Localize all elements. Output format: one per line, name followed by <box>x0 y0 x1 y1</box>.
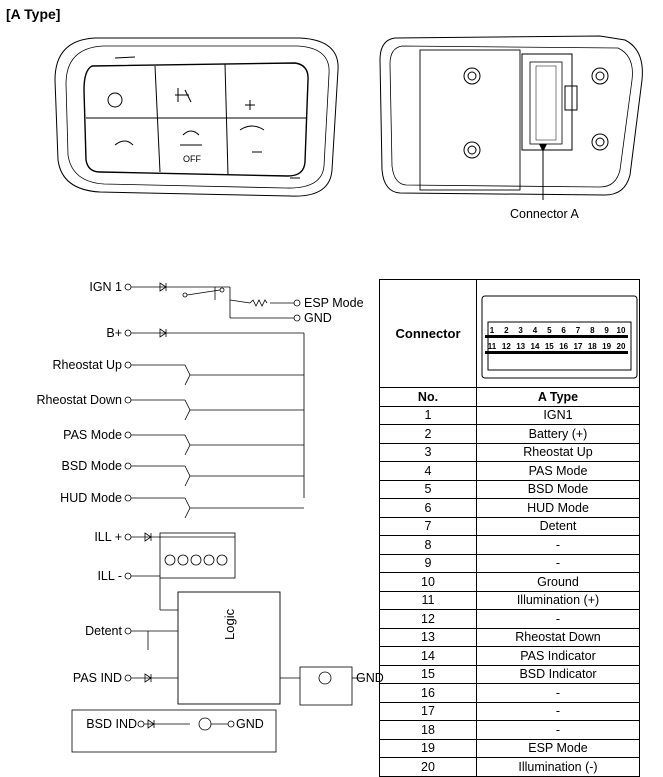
table-row <box>380 499 640 518</box>
pin-number: 20 <box>616 342 626 351</box>
pin-function-cell: - <box>477 684 640 703</box>
svg-text:OFF: OFF <box>183 154 201 164</box>
pin-no-cell: 12 <box>380 610 477 629</box>
pin-number: 16 <box>559 342 569 351</box>
bsd-mode-label: BSD Mode <box>61 459 122 473</box>
pin-no-cell: 10 <box>380 573 477 592</box>
pin-number: 17 <box>573 342 583 351</box>
pin-number: 15 <box>544 342 554 351</box>
pin-number: 4 <box>532 326 538 335</box>
pin-function-cell: HUD Mode <box>477 499 640 518</box>
pin-number: 18 <box>587 342 597 351</box>
table-row <box>380 665 640 684</box>
rheostat-down-label: Rheostat Down <box>36 393 122 407</box>
ill-plus-label: ILL + <box>94 530 122 544</box>
pin-function-cell: BSD Indicator <box>477 665 640 684</box>
table-row <box>380 721 640 740</box>
pin-number: 1 <box>489 326 495 335</box>
pin-function-cell: BSD Mode <box>477 480 640 499</box>
pin-number: 12 <box>501 342 511 351</box>
pin-no-cell: 13 <box>380 628 477 647</box>
hud-mode-label: HUD Mode <box>60 491 122 505</box>
pin-no-cell: 20 <box>380 758 477 777</box>
pin-row-top <box>485 326 628 338</box>
gnd-label-2: GND <box>356 671 384 685</box>
pin-function-cell: Illumination (+) <box>477 591 640 610</box>
connector-pin-grid <box>485 326 628 358</box>
page-title: [A Type] <box>6 6 61 22</box>
pin-no-cell: 9 <box>380 554 477 573</box>
pin-no-cell: 2 <box>380 425 477 444</box>
pin-number: 6 <box>561 326 566 335</box>
ill-minus-label: ILL - <box>97 569 122 583</box>
pin-no-cell: 7 <box>380 517 477 536</box>
col-no-header: No. <box>380 388 477 407</box>
pin-function-cell: ESP Mode <box>477 739 640 758</box>
pin-no-cell: 4 <box>380 462 477 481</box>
pin-number: 9 <box>604 326 609 335</box>
table-row <box>380 591 640 610</box>
pin-function-cell: Rheostat Down <box>477 628 640 647</box>
pin-no-cell: 15 <box>380 665 477 684</box>
table-row <box>380 425 640 444</box>
pin-function-cell: Rheostat Up <box>477 443 640 462</box>
gnd-label-1: GND <box>304 311 332 325</box>
pin-no-cell: 19 <box>380 739 477 758</box>
pin-function-cell: Ground <box>477 573 640 592</box>
pin-number: 14 <box>530 342 540 351</box>
col-type-header: A Type <box>477 388 640 407</box>
pin-table <box>379 279 640 777</box>
table-row <box>380 758 640 777</box>
pin-no-cell: 17 <box>380 702 477 721</box>
table-row <box>380 684 640 703</box>
bsd-ind-label: BSD IND <box>86 717 137 731</box>
pin-function-cell: - <box>477 536 640 555</box>
bplus-label: B+ <box>106 326 122 340</box>
pin-number: 10 <box>616 326 626 335</box>
pin-number: 19 <box>602 342 612 351</box>
pin-number: 11 <box>487 342 497 351</box>
detent-label: Detent <box>85 624 122 638</box>
pin-no-cell: 1 <box>380 406 477 425</box>
switch-front-view <box>55 38 338 196</box>
pin-function-cell: PAS Indicator <box>477 647 640 666</box>
pin-no-cell: 8 <box>380 536 477 555</box>
pin-function-cell: PAS Mode <box>477 462 640 481</box>
pin-no-cell: 16 <box>380 684 477 703</box>
pin-number: 5 <box>547 326 552 335</box>
table-row <box>380 610 640 629</box>
pin-function-cell: - <box>477 554 640 573</box>
table-row <box>380 702 640 721</box>
ign1-label: IGN 1 <box>89 280 122 294</box>
pin-no-cell: 6 <box>380 499 477 518</box>
pin-function-cell: Illumination (-) <box>477 758 640 777</box>
pin-function-cell: - <box>477 702 640 721</box>
connector-face <box>477 280 640 388</box>
pin-row-bottom <box>485 342 628 354</box>
pin-number: 3 <box>518 326 523 335</box>
table-row <box>380 462 640 481</box>
table-row <box>380 536 640 555</box>
pin-number: 7 <box>575 326 581 335</box>
table-row <box>380 443 640 462</box>
table-row <box>380 480 640 499</box>
table-row <box>380 406 640 425</box>
table-row <box>380 647 640 666</box>
pin-no-cell: 18 <box>380 721 477 740</box>
table-row <box>380 517 640 536</box>
table-row <box>380 554 640 573</box>
switch-back-view <box>380 36 642 200</box>
pin-number: 8 <box>590 326 595 335</box>
pin-no-cell: 5 <box>380 480 477 499</box>
rheostat-up-label: Rheostat Up <box>52 358 122 372</box>
connector-header: Connector <box>380 280 477 388</box>
pin-function-cell: - <box>477 721 640 740</box>
pin-function-cell: - <box>477 610 640 629</box>
pas-ind-label: PAS IND <box>72 671 122 685</box>
table-row <box>380 739 640 758</box>
pin-number: 2 <box>504 326 509 335</box>
pas-mode-label: PAS Mode <box>63 428 122 442</box>
logic-label: Logic <box>222 608 237 640</box>
esp-mode-label: ESP Mode <box>304 296 364 310</box>
pin-no-cell: 3 <box>380 443 477 462</box>
pin-function-cell: Detent <box>477 517 640 536</box>
pin-no-cell: 14 <box>380 647 477 666</box>
pin-function-cell: Battery (+) <box>477 425 640 444</box>
pin-function-cell: IGN1 <box>477 406 640 425</box>
connector-caption: Connector A <box>510 207 579 221</box>
table-row <box>380 628 640 647</box>
pin-number: 13 <box>516 342 526 351</box>
gnd-label-3: GND <box>236 717 264 731</box>
table-row <box>380 573 640 592</box>
pin-no-cell: 11 <box>380 591 477 610</box>
